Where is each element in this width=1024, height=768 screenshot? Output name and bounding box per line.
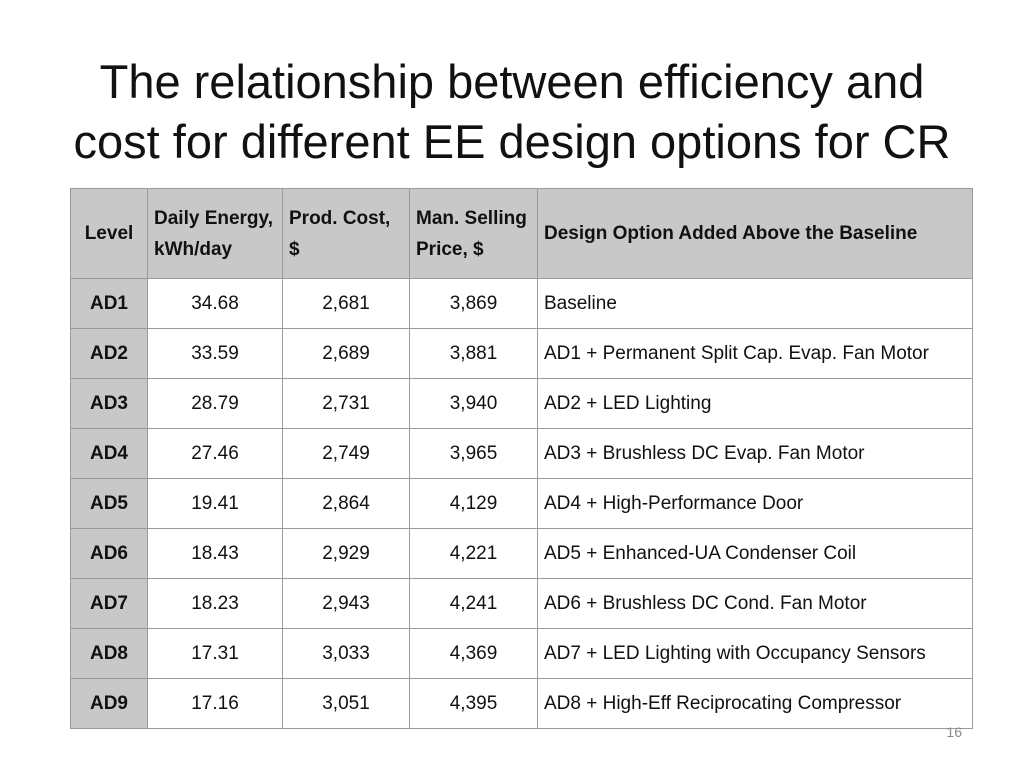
cell-cost: 3,051 <box>283 679 410 729</box>
cell-energy: 18.23 <box>148 579 283 629</box>
cell-level: AD1 <box>71 279 148 329</box>
slide-title-line-2: cost for different EE design options for CR <box>73 115 951 168</box>
cell-energy: 28.79 <box>148 379 283 429</box>
cell-price: 4,129 <box>410 479 538 529</box>
cell-price: 3,940 <box>410 379 538 429</box>
table-row <box>71 679 973 729</box>
header-selling-price: Man. Selling Price, $ <box>410 189 538 279</box>
table-row <box>71 279 973 329</box>
cell-design: AD5 + Enhanced-UA Condenser Coil <box>538 529 973 579</box>
efficiency-cost-table-container <box>70 188 973 729</box>
header-design-option: Design Option Added Above the Baseline <box>538 189 973 279</box>
cell-design: AD3 + Brushless DC Evap. Fan Motor <box>538 429 973 479</box>
table-row <box>71 629 973 679</box>
cell-price: 4,395 <box>410 679 538 729</box>
cell-energy: 17.16 <box>148 679 283 729</box>
cell-level: AD5 <box>71 479 148 529</box>
table-header-row <box>71 189 973 279</box>
efficiency-cost-table <box>70 188 973 729</box>
cell-price: 4,369 <box>410 629 538 679</box>
cell-energy: 19.41 <box>148 479 283 529</box>
table-row <box>71 579 973 629</box>
cell-design: AD2 + LED Lighting <box>538 379 973 429</box>
cell-level: AD9 <box>71 679 148 729</box>
cell-cost: 2,943 <box>283 579 410 629</box>
table-row <box>71 329 973 379</box>
cell-design: AD4 + High-Performance Door <box>538 479 973 529</box>
cell-design: AD1 + Permanent Split Cap. Evap. Fan Motor <box>538 329 973 379</box>
slide-title <box>0 52 1024 172</box>
header-daily-energy: Daily Energy, kWh/day <box>148 189 283 279</box>
cell-design: Baseline <box>538 279 973 329</box>
cell-design: AD7 + LED Lighting with Occupancy Sensors <box>538 629 973 679</box>
cell-design: AD8 + High-Eff Reciprocating Compressor <box>538 679 973 729</box>
cell-level: AD3 <box>71 379 148 429</box>
table-row <box>71 529 973 579</box>
cell-cost: 2,689 <box>283 329 410 379</box>
table-row <box>71 479 973 529</box>
header-level: Level <box>71 189 148 279</box>
cell-price: 4,241 <box>410 579 538 629</box>
cell-energy: 17.31 <box>148 629 283 679</box>
cell-level: AD2 <box>71 329 148 379</box>
cell-price: 4,221 <box>410 529 538 579</box>
page-number: 16 <box>946 724 962 740</box>
cell-cost: 2,749 <box>283 429 410 479</box>
cell-energy: 33.59 <box>148 329 283 379</box>
cell-energy: 27.46 <box>148 429 283 479</box>
cell-cost: 2,731 <box>283 379 410 429</box>
table-row <box>71 429 973 479</box>
cell-price: 3,965 <box>410 429 538 479</box>
cell-level: AD4 <box>71 429 148 479</box>
cell-cost: 3,033 <box>283 629 410 679</box>
slide-title-line-1: The relationship between efficiency and <box>99 55 925 108</box>
cell-cost: 2,864 <box>283 479 410 529</box>
cell-energy: 18.43 <box>148 529 283 579</box>
header-prod-cost: Prod. Cost, $ <box>283 189 410 279</box>
cell-price: 3,881 <box>410 329 538 379</box>
cell-level: AD6 <box>71 529 148 579</box>
cell-cost: 2,681 <box>283 279 410 329</box>
cell-energy: 34.68 <box>148 279 283 329</box>
cell-cost: 2,929 <box>283 529 410 579</box>
cell-price: 3,869 <box>410 279 538 329</box>
cell-level: AD8 <box>71 629 148 679</box>
table-row <box>71 379 973 429</box>
cell-level: AD7 <box>71 579 148 629</box>
cell-design: AD6 + Brushless DC Cond. Fan Motor <box>538 579 973 629</box>
